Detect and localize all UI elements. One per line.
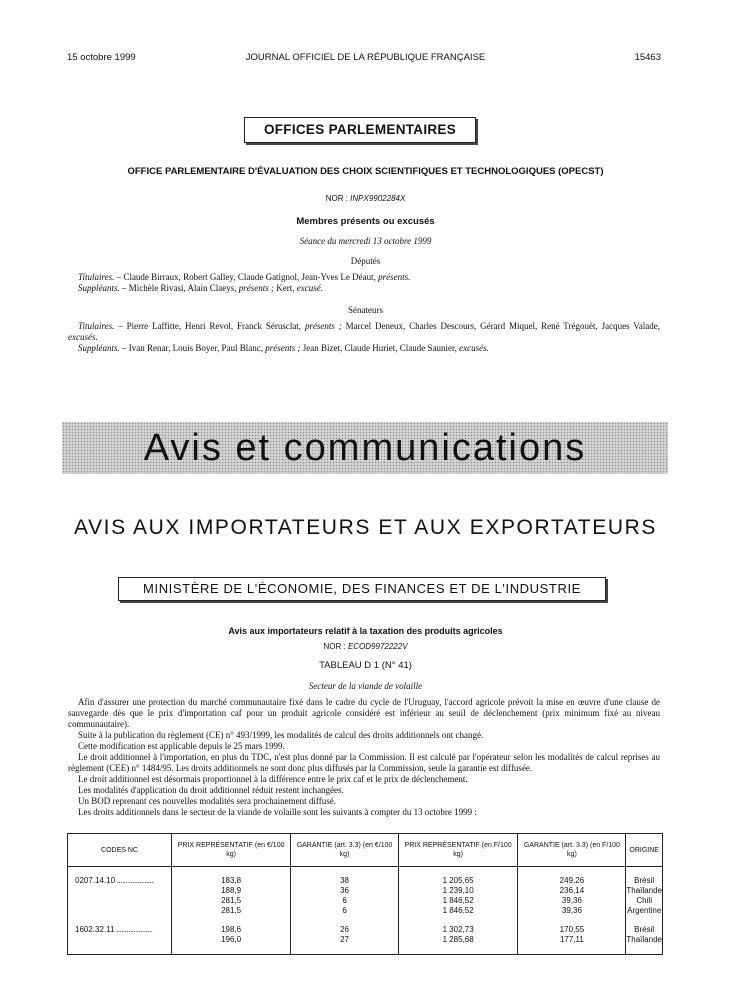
cell: 1 239,10	[398, 886, 518, 896]
cell: Thaïlande	[626, 886, 662, 895]
cell: 6	[291, 906, 399, 916]
cell: 39,36	[518, 906, 626, 916]
cell: 281,5	[172, 906, 291, 916]
cell: Brésil	[626, 925, 663, 935]
nor-line	[0, 194, 731, 203]
cell: 249,26	[518, 876, 626, 886]
cell: 1 302,73	[398, 925, 518, 935]
table-row	[68, 876, 663, 886]
cell: 26	[291, 925, 399, 935]
notice-paragraph: Un BOD reprenant ces nouvelles modalités sera prochainement diffusé.	[78, 796, 337, 806]
cell: 39,36	[518, 896, 626, 906]
duties-table	[67, 833, 663, 955]
session-date: Séance du mercredi 13 octobre 1999	[299, 236, 432, 246]
cell: 188,9	[172, 886, 291, 896]
offices-box-title: OFFICES PARLEMENTAIRES	[244, 117, 476, 143]
senateurs-heading: Sénateurs	[348, 305, 383, 315]
table-row	[68, 925, 663, 935]
deputes-list	[68, 272, 660, 294]
notice-paragraph: Les droits additionnels dans le secteur de la viande de volaille sont les suivants à compter du 13 octobre 1999 :	[78, 807, 477, 817]
cell: 236,14	[518, 886, 626, 896]
deputes-heading: Députés	[350, 256, 381, 266]
cell: Argentine	[627, 906, 662, 915]
cell: 1 846,52	[398, 896, 518, 906]
cell: 27	[291, 935, 399, 945]
col-header-garantie-euro: GARANTIE (art. 3.3) (en €/100 kg)	[291, 834, 399, 867]
cell: 36	[291, 886, 399, 896]
header-date: 15 octobre 1999	[67, 52, 136, 63]
cell: Chili	[626, 896, 663, 906]
notice-paragraph: Les modalités d'application du droit additionnel réduit restent inchangées.	[78, 785, 344, 795]
section-banner	[62, 422, 668, 474]
col-header-codes: CODES NC	[68, 834, 172, 867]
senateurs-list	[68, 321, 660, 354]
nor-label: NOR :	[325, 194, 348, 203]
cell: Thaïlande	[626, 935, 662, 944]
office-title: OFFICE PARLEMENTAIRE D'ÉVALUATION DES CHOIX SCIENTIFIQUES ET TECHNOLOGIQUES (OPECST)	[127, 166, 604, 177]
banner-title: Avis et communications	[143, 427, 587, 469]
cell: 1 846,52	[398, 906, 518, 916]
col-header-origine: ORIGINE	[626, 834, 663, 867]
cell: 183,8	[172, 876, 291, 886]
col-header-prix-euro: PRIX REPRÉSENTATIF (en €/100 kg)	[172, 834, 291, 867]
cell: 1 205,65	[398, 876, 518, 886]
nor-value: INPX9902284X	[350, 194, 406, 203]
cell: 281,5	[172, 896, 291, 906]
cell: 1 285,68	[398, 935, 518, 945]
members-title: Membres présents ou excusés	[296, 216, 435, 227]
table-row	[68, 896, 663, 906]
table-header-row	[68, 834, 663, 867]
cell: 38	[291, 876, 399, 886]
notice-nor-line	[0, 642, 731, 651]
table-row	[68, 935, 663, 945]
notice-paragraph: Le droit additionnel est désormais proportionnel à la différence entre le prix caf et le prix de déclenchement.	[78, 774, 468, 784]
header-page-number: 15463	[634, 52, 661, 63]
ministry-box-title: MINISTÈRE DE L'ÉCONOMIE, DES FINANCES ET DE L'INDUSTRIE	[118, 577, 606, 601]
deputes-suppleants: Suppléants. – Michèle Rivasi, Alain Claeys, présents ; Kert, excusé.	[78, 283, 323, 293]
senateurs-suppleants: Suppléants. – Ivan Renar, Louis Boyer, Paul Blanc, présents ; Jean Bizet, Claude Huriet, Claude Saunier, excusés.	[78, 343, 489, 353]
cell: 198,6	[172, 925, 291, 935]
col-header-garantie-franc: GARANTIE (art. 3.3) (en F/100 kg)	[518, 834, 626, 867]
avis-title: AVIS AUX IMPORTATEURS ET AUX EXPORTATEURS	[74, 516, 657, 539]
nc-code: 0207.14.10 .....................	[68, 876, 172, 886]
cell: 196,0	[172, 935, 291, 945]
col-header-prix-franc: PRIX REPRÉSENTATIF (en F/100 kg)	[398, 834, 518, 867]
senateurs-titulaires: Titulaires. – Pierre Laffitte, Henri Revol, Franck Sérusclat, présents ; Marcel Deneux, Charles Descours, Gérard Miquel, René Trégouët, Jacques Valade, excusés.	[68, 321, 661, 342]
notice-body	[68, 697, 660, 818]
tableau-title: TABLEAU D 1 (N° 41)	[319, 660, 412, 671]
cell: 6	[291, 896, 399, 906]
cell: 170,55	[518, 925, 626, 935]
nc-code: 1602.32.11 .....................	[68, 925, 172, 935]
notice-nor-value: ECOD9972222V	[347, 642, 408, 651]
sector-title: Secteur de la viande de volaille	[308, 681, 423, 691]
table-row	[68, 886, 663, 896]
notice-paragraph: Cette modification est applicable depuis le 25 mars 1999.	[78, 741, 285, 751]
cell: Brésil	[626, 876, 663, 886]
notice-title: Avis aux importateurs relatif à la taxation des produits agricoles	[228, 626, 503, 636]
header-journal-title: JOURNAL OFFICIEL DE LA RÉPUBLIQUE FRANÇAISE	[245, 52, 486, 63]
notice-nor-label: NOR :	[323, 642, 346, 651]
notice-paragraph: Le droit additionnel à l'importation, en plus du TDC, n'est plus donné par la Commission. Il est calculé par l'opérateur selon les modalités de calcul reprises au règlement (CEE) n° 1484/95. Les droits additionnels ne sont donc plus diffusés par la Commission, seule la garantie est diffusée.	[68, 752, 660, 773]
deputes-titulaires: Titulaires. – Claude Birraux, Robert Galley, Claude Gatignol, Jean-Yves Le Déaut, présents.	[78, 272, 411, 282]
cell: 177,11	[518, 935, 626, 945]
table-row	[68, 906, 663, 916]
notice-paragraph: Afin d'assurer une protection du marché communautaire fixé dans le cadre du cycle de l'Uruguay, l'accord agricole prévoit la mise en œuvre d'une clause de sauvegarde dès que le prix d'importation caf pour un produit agricole considéré est inférieur au seuil de déclenchement (prix minimum fixé au niveau communautaire).	[68, 697, 660, 729]
notice-paragraph: Suite à la publication du règlement (CE) n° 493/1999, les modalités de calcul des droits additionnels ont changé.	[78, 730, 484, 740]
